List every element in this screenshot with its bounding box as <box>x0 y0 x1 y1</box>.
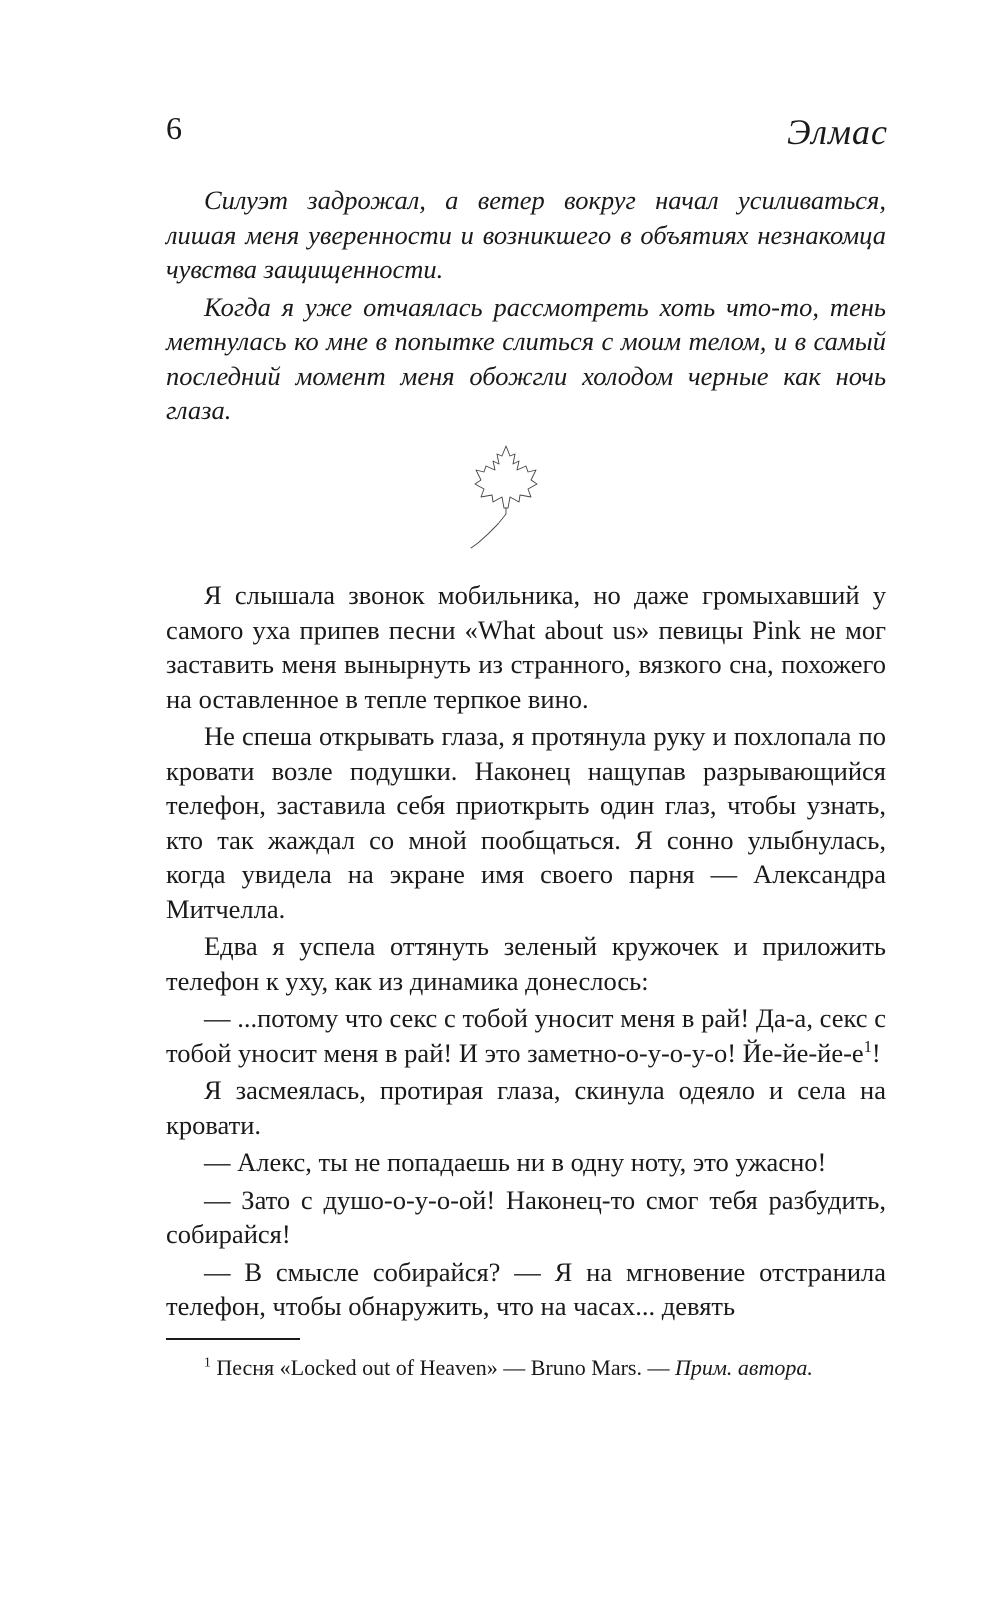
italic-paragraph: Силуэт задрожал, а ветер вокруг начал усиливаться, лишая меня уверенности и возникшего в объятиях незнакомца чувства защищенности. <box>166 185 886 284</box>
dialogue-paragraph <box>166 1001 886 1070</box>
dialogue-text: — ...потому что секс с тобой уносит меня в рай! Да-а, секс с тобой уносит меня в рай! И это заметно-о-у-о-у-о! Йе-йе-йе-е <box>166 1003 886 1068</box>
body-paragraph: Едва я успела оттянуть зеленый кружочек и приложить телефон к уху, как из динамика донеслось: <box>166 931 886 996</box>
footnote-author-note: Прим. автора. <box>674 1355 813 1380</box>
maple-leaf-icon <box>466 442 546 550</box>
footnote-divider <box>166 1338 300 1340</box>
italic-paragraph: Когда я уже отчаялась рассмотреть хоть что-то, тень метнулась ко мне в попытке слиться с моим телом, и в самый последний момент меня обожгли холодом черные как ночь глаза. <box>166 291 886 425</box>
dialogue-paragraph: — Алекс, ты не попадаешь ни в одну ноту, это ужасно! <box>204 1147 827 1177</box>
dialogue-tail: ! <box>871 1037 881 1068</box>
body-paragraph: Я слышала звонок мобильника, но даже громыхавший у самого уха припев песни «What about us» певицы Pink не мог заставить меня вынырнуть из странного, вязкого сна, похожего на оставленное в тепле терпкое вино. <box>166 580 886 714</box>
footnote-text: Песня «Locked out of Heaven» — Bruno Mars. — <box>216 1355 675 1380</box>
footnote-marker: 1 <box>204 1354 211 1370</box>
main-section <box>166 578 886 1324</box>
body-paragraph: Я засмеялась, протирая глаза, скинула одеяло и села на кровати. <box>166 1075 886 1140</box>
footnote-reference[interactable]: 1 <box>863 1036 872 1056</box>
dialogue-paragraph: — В смысле собирайся? — Я на мгновение отстранила телефон, чтобы обнаружить, что на часах... девять <box>166 1256 886 1321</box>
dialogue-paragraph: — Зато с душо-о-у-о-ой! Наконец-то смог тебя разбудить, собирайся! <box>166 1184 886 1249</box>
page-number: 6 <box>166 110 182 146</box>
footnote <box>166 1352 886 1383</box>
italic-section <box>166 183 886 428</box>
body-paragraph: Не спеша открывать глаза, я протянула руку и похлопала по кровати возле подушки. Наконец нащупав разрывающийся телефон, заставила себя приоткрыть один глаз, чтобы узнать, кто так жаждал со мной пообщаться. Я сонно улыбнулась, когда увидела на экране имя своего парня — Александра Митчелла. <box>166 721 886 924</box>
running-title: Элмас <box>787 112 888 152</box>
